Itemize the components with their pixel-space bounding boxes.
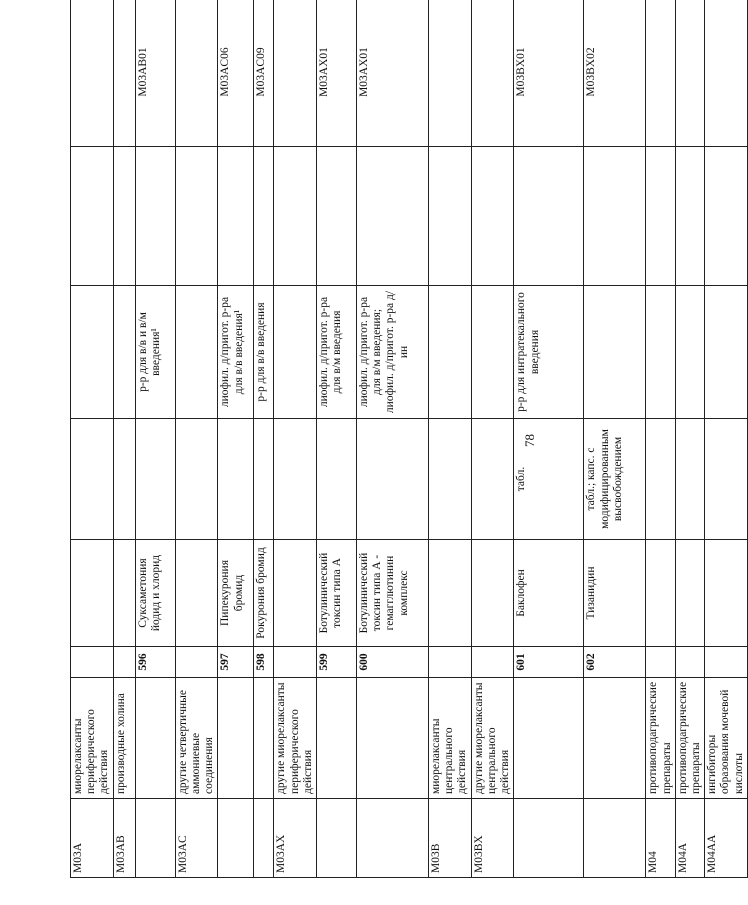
table-row — [646, 0, 675, 878]
number-cell — [113, 647, 135, 678]
dosage-form-cell — [471, 419, 514, 540]
injection-form-cell — [175, 286, 218, 419]
drug-name-cell — [113, 540, 135, 647]
group-cell — [514, 678, 584, 799]
table-row — [254, 0, 274, 878]
dosage-form-cell — [71, 419, 114, 540]
drug-name-cell: Ботулинический токсин типа А - гемагглютинин комплекс — [356, 540, 428, 647]
number-cell — [175, 647, 218, 678]
injection-form-cell: лиофил. д/пригот. р-ра для в/м введения — [316, 286, 356, 419]
group-cell — [254, 678, 274, 799]
dosage-form-cell — [428, 419, 471, 540]
group-cell — [356, 678, 428, 799]
group-cell: миорелаксанты центрального действия — [428, 678, 471, 799]
empty-cell — [584, 147, 646, 286]
injection-form-cell: р-р для в/в и в/м введения¹ — [135, 286, 175, 419]
code-cell: M04A — [675, 799, 704, 878]
dosage-form-cell — [254, 419, 274, 540]
rotated-table-container — [70, 10, 745, 878]
dosage-form-cell — [675, 419, 704, 540]
table-row — [218, 0, 254, 878]
number-cell — [274, 647, 317, 678]
number-cell: 601 — [514, 647, 584, 678]
dosage-form-cell: табл. — [514, 419, 584, 540]
empty-cell — [71, 147, 114, 286]
group-cell: другие четвертичные аммониевые соединения — [175, 678, 218, 799]
group-cell: миорелаксанты периферического действия — [71, 678, 114, 799]
dosage-form-cell: табл.; капс. с модифицированным высвобождением — [584, 419, 646, 540]
dosage-form-cell — [175, 419, 218, 540]
table-body — [71, 0, 748, 878]
number-cell: 599 — [316, 647, 356, 678]
number-cell: 600 — [356, 647, 428, 678]
number-cell — [428, 647, 471, 678]
code-cell — [135, 799, 175, 878]
atc-code-cell — [646, 0, 675, 147]
group-cell — [316, 678, 356, 799]
group-cell — [584, 678, 646, 799]
number-cell: 602 — [584, 647, 646, 678]
empty-cell — [316, 147, 356, 286]
empty-cell — [705, 147, 748, 286]
injection-form-cell — [584, 286, 646, 419]
injection-form-cell — [675, 286, 704, 419]
table-row — [584, 0, 646, 878]
injection-form-cell: р-р для в/в введения — [254, 286, 274, 419]
atc-code-cell: M03AX01 — [356, 0, 428, 147]
atc-code-cell — [71, 0, 114, 147]
drug-name-cell — [646, 540, 675, 647]
injection-form-cell: лиофил. д/пригот. р-ра для в/м введения; лиофил. д/пригот. р-ра д/ин — [356, 286, 428, 419]
drug-name-cell — [71, 540, 114, 647]
empty-cell — [356, 147, 428, 286]
table-row — [514, 0, 584, 878]
atc-code-cell — [705, 0, 748, 147]
group-cell: ингибиторы образования мочевой кислоты — [705, 678, 748, 799]
table-row — [705, 0, 748, 878]
number-cell: 596 — [135, 647, 175, 678]
code-cell: M04 — [646, 799, 675, 878]
table-row — [274, 0, 317, 878]
empty-cell — [254, 147, 274, 286]
drug-name-cell — [175, 540, 218, 647]
code-cell: M03BX — [471, 799, 514, 878]
dosage-form-cell — [218, 419, 254, 540]
code-cell — [584, 799, 646, 878]
atc-code-cell — [113, 0, 135, 147]
injection-form-cell: лиофил. д/пригот. р-ра для в/в введения¹ — [218, 286, 254, 419]
atc-code-cell — [274, 0, 317, 147]
group-cell — [218, 678, 254, 799]
drug-name-cell — [471, 540, 514, 647]
atc-code-cell — [175, 0, 218, 147]
empty-cell — [675, 147, 704, 286]
empty-cell — [113, 147, 135, 286]
drug-name-cell — [675, 540, 704, 647]
drug-name-cell: Баклофен — [514, 540, 584, 647]
injection-form-cell — [646, 286, 675, 419]
drug-name-cell — [705, 540, 748, 647]
code-cell: M04AA — [705, 799, 748, 878]
empty-cell — [471, 147, 514, 286]
page-number: 78 — [522, 434, 537, 447]
empty-cell — [218, 147, 254, 286]
table-row — [428, 0, 471, 878]
drug-registry-table — [70, 0, 748, 878]
group-cell: другие миорелаксанты центрального действия — [471, 678, 514, 799]
number-cell — [705, 647, 748, 678]
empty-cell — [274, 147, 317, 286]
number-cell: 597 — [218, 647, 254, 678]
dosage-form-cell — [356, 419, 428, 540]
code-cell: M03B — [428, 799, 471, 878]
code-cell — [218, 799, 254, 878]
drug-name-cell: Суксаметония йодид и хлорид — [135, 540, 175, 647]
number-cell: 598 — [254, 647, 274, 678]
injection-form-cell — [274, 286, 317, 419]
code-cell: M03A — [71, 799, 114, 878]
atc-code-cell: M03BX01 — [514, 0, 584, 147]
table-row — [113, 0, 135, 878]
injection-form-cell — [471, 286, 514, 419]
atc-code-cell: M03BX02 — [584, 0, 646, 147]
group-cell: другие миорелаксанты периферического действия — [274, 678, 317, 799]
code-cell — [514, 799, 584, 878]
code-cell: M03AB — [113, 799, 135, 878]
empty-cell — [646, 147, 675, 286]
table-row — [675, 0, 704, 878]
group-cell: противоподагрические препараты — [646, 678, 675, 799]
atc-code-cell: M03AB01 — [135, 0, 175, 147]
drug-name-cell — [428, 540, 471, 647]
code-cell: M03AC — [175, 799, 218, 878]
atc-code-cell: M03AC09 — [254, 0, 274, 147]
drug-name-cell — [274, 540, 317, 647]
drug-name-cell: Ботулинический токсин типа А — [316, 540, 356, 647]
table-row — [71, 0, 114, 878]
drug-name-cell: Пипекурония бромид — [218, 540, 254, 647]
atc-code-cell — [471, 0, 514, 147]
empty-cell — [514, 147, 584, 286]
group-cell: противоподагрические препараты — [675, 678, 704, 799]
code-cell: M03AX — [274, 799, 317, 878]
dosage-form-cell — [135, 419, 175, 540]
table-row — [356, 0, 428, 878]
atc-code-cell: M03AX01 — [316, 0, 356, 147]
injection-form-cell: р-р для интратекального введения — [514, 286, 584, 419]
group-cell — [135, 678, 175, 799]
code-cell — [254, 799, 274, 878]
table-row — [316, 0, 356, 878]
atc-code-cell: M03AC06 — [218, 0, 254, 147]
code-cell — [356, 799, 428, 878]
number-cell — [471, 647, 514, 678]
injection-form-cell — [71, 286, 114, 419]
dosage-form-cell — [316, 419, 356, 540]
dosage-form-cell — [274, 419, 317, 540]
table-row — [471, 0, 514, 878]
injection-form-cell — [705, 286, 748, 419]
atc-code-cell — [675, 0, 704, 147]
number-cell — [646, 647, 675, 678]
injection-form-cell — [428, 286, 471, 419]
dosage-form-cell — [646, 419, 675, 540]
group-cell: производные холина — [113, 678, 135, 799]
table-row — [135, 0, 175, 878]
code-cell — [316, 799, 356, 878]
table-row — [175, 0, 218, 878]
atc-code-cell — [428, 0, 471, 147]
number-cell — [675, 647, 704, 678]
dosage-form-cell — [113, 419, 135, 540]
number-cell — [71, 647, 114, 678]
empty-cell — [428, 147, 471, 286]
empty-cell — [175, 147, 218, 286]
empty-cell — [135, 147, 175, 286]
injection-form-cell — [113, 286, 135, 419]
dosage-form-cell — [705, 419, 748, 540]
drug-name-cell: Рокурония бромид — [254, 540, 274, 647]
drug-name-cell: Тизанидин — [584, 540, 646, 647]
